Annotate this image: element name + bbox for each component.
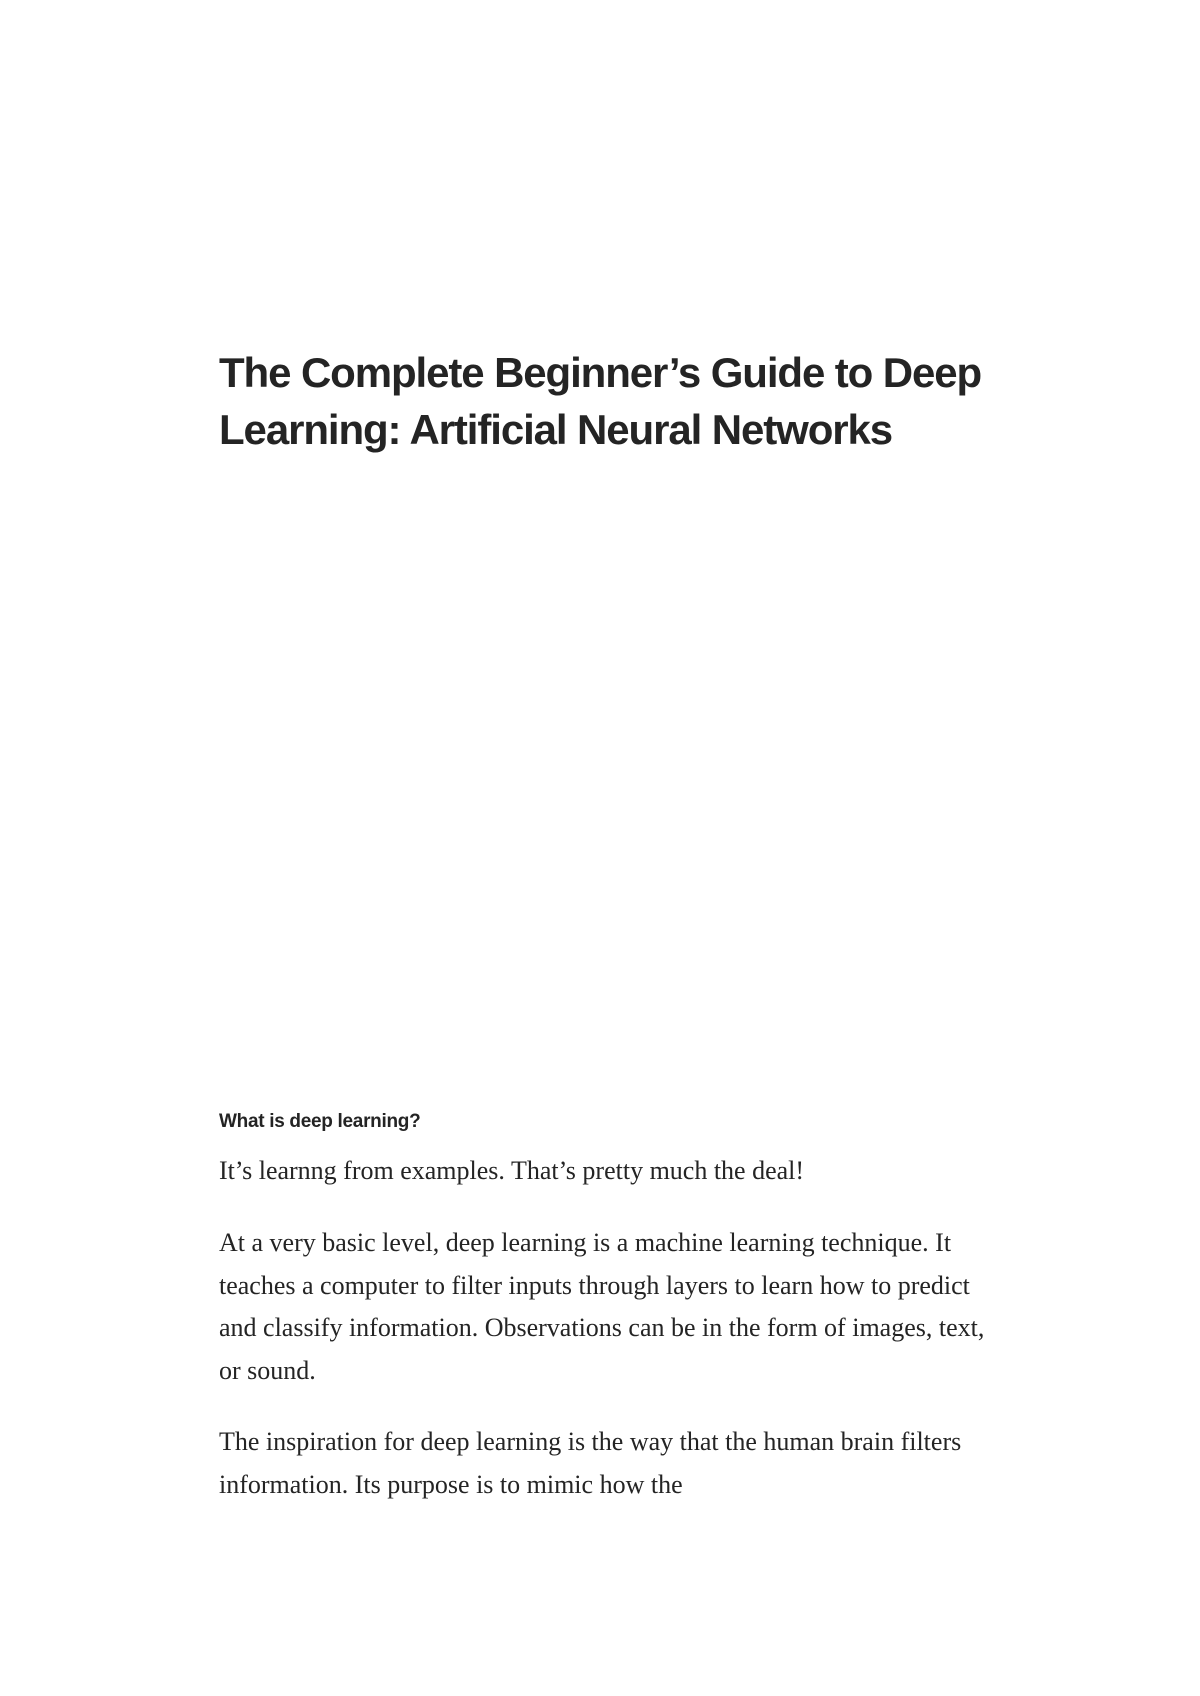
paragraph-3: The inspiration for deep learning is the way that the human brain filters information. Its purpose is to mimic how the xyxy=(219,1427,962,1499)
article-title: The Complete Beginner’s Guide to Deep Learning: Artificial Neural Networks xyxy=(219,349,982,453)
paragraph-2: At a very basic level, deep learning is a machine learning technique. It teaches a computer to filter inputs through layers to learn how to predict and classify information. Observations can be in the form of images, text, or sound. xyxy=(219,1228,985,1385)
section-heading: What is deep learning? xyxy=(219,1111,421,1132)
paragraph-1: It’s learnng from examples. That’s pretty much the deal! xyxy=(219,1156,805,1185)
